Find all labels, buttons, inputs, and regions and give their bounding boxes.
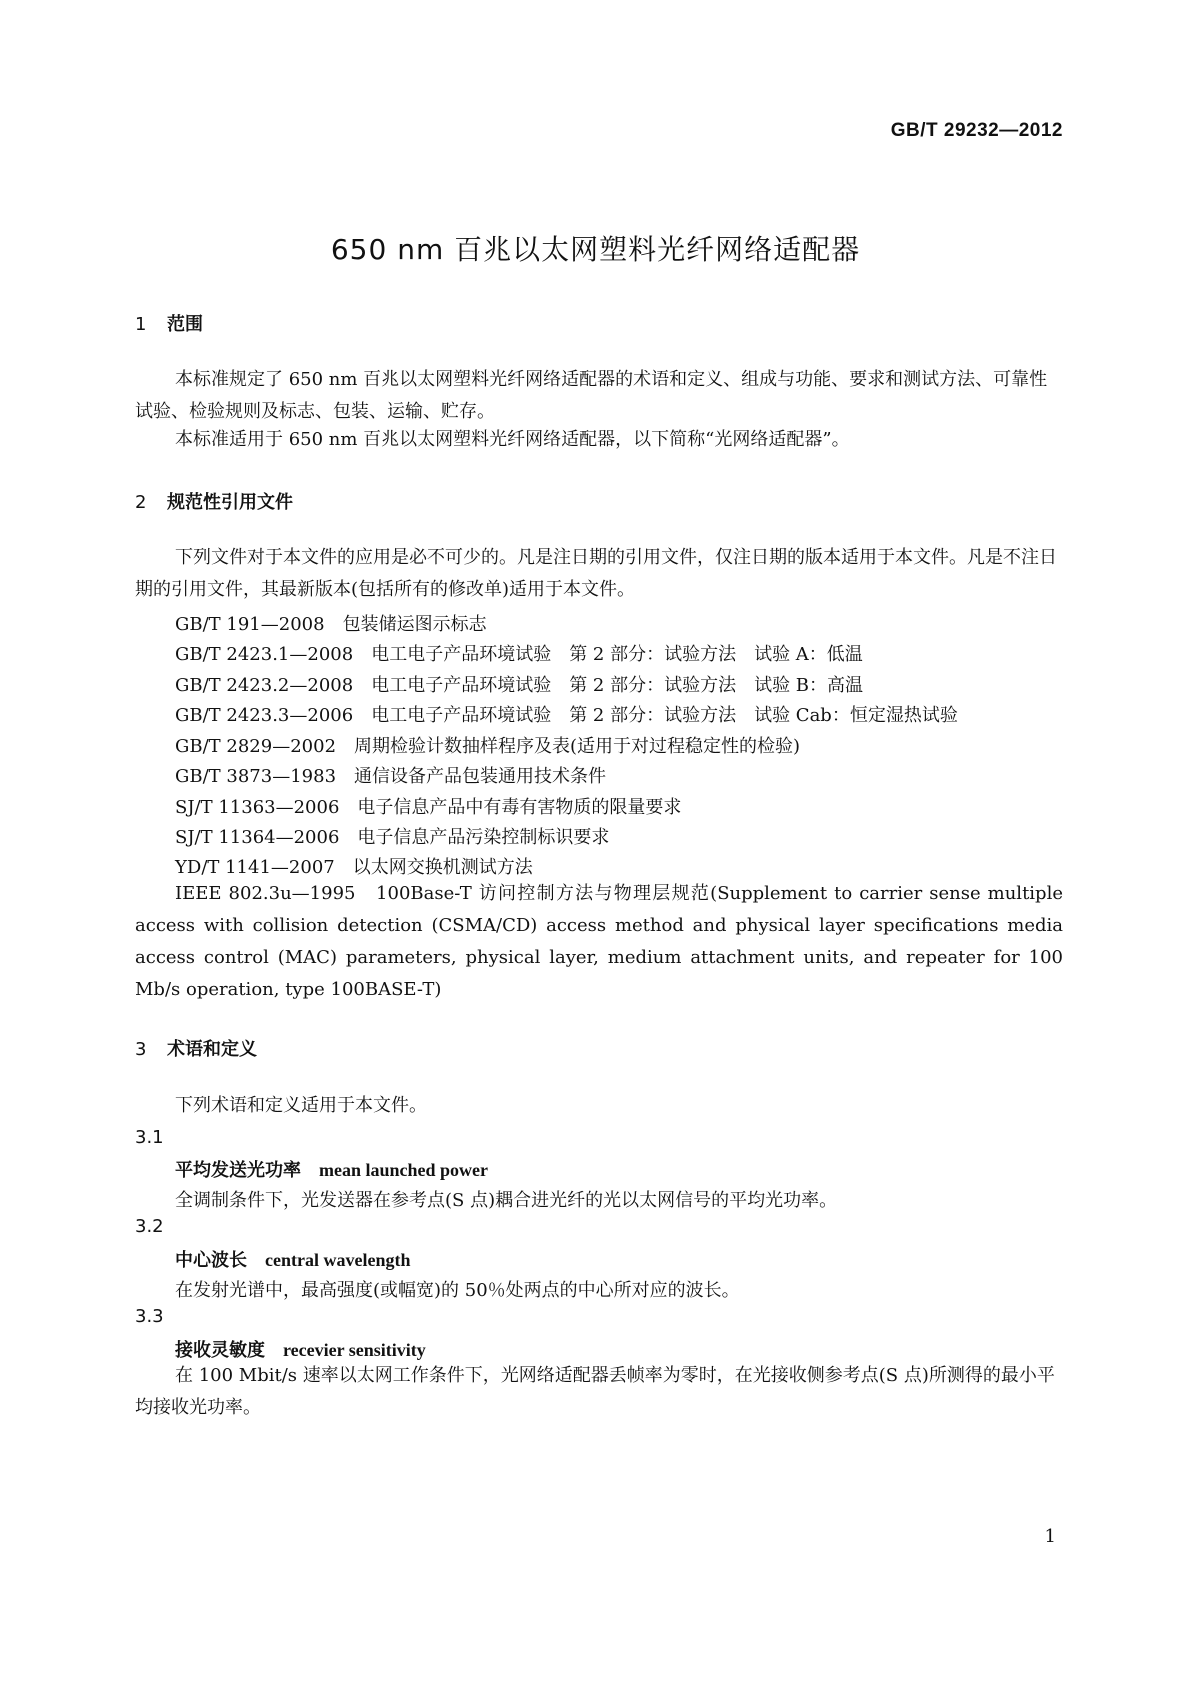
term-number: 3.3 xyxy=(135,1306,164,1327)
term-heading xyxy=(175,1246,410,1272)
term-number: 3.2 xyxy=(135,1216,164,1237)
term-definition: 全调制条件下，光发送器在参考点(S 点)耦合进光纤的光以太网信号的平均光功率。 xyxy=(175,1190,838,1211)
section-number: 3 xyxy=(135,1039,147,1060)
section-number: 1 xyxy=(135,314,147,335)
section-title: 范围 xyxy=(167,314,203,335)
reference-item: GB/T 3873—1983 通信设备产品包装通用技术条件 xyxy=(175,766,607,787)
reference-item: SJ/T 11364—2006 电子信息产品污染控制标识要求 xyxy=(175,827,610,848)
section-1-heading xyxy=(135,310,203,336)
section-3-heading xyxy=(135,1035,257,1061)
reference-ieee: IEEE 802.3u—1995 100Base-T 访问控制方法与物理层规范(Supplement to carrier sense multiple access with collision detection (CSMA/CD) access method and physical layer specifications media access control (MAC) parameters, physical layer, medium attachment units, and repeater for 100 Mb/s operation, type 100BASE-T) xyxy=(135,883,1063,1000)
term-definition: 在 100 Mbit/s 速率以太网工作条件下，光网络适配器丢帧率为零时，在光接收侧参考点(S 点)所测得的最小平均接收光功率。 xyxy=(135,1365,1055,1418)
document-title: 650 nm 百兆以太网塑料光纤网络适配器 xyxy=(330,233,861,266)
reference-item: GB/T 2423.1—2008 电工电子产品环境试验 第 2 部分：试验方法 试验 A：低温 xyxy=(175,644,863,665)
term-en: central wavelength xyxy=(265,1250,411,1270)
term-zh: 平均发送光功率 xyxy=(175,1160,301,1181)
section-3-intro: 下列术语和定义适用于本文件。 xyxy=(175,1095,427,1116)
section-1-paragraph-1: 本标准规定了 650 nm 百兆以太网塑料光纤网络适配器的术语和定义、组成与功能、要求和测试方法、可靠性试验、检验规则及标志、包装、运输、贮存。 xyxy=(135,369,1048,422)
section-title: 规范性引用文件 xyxy=(167,492,293,513)
section-number: 2 xyxy=(135,492,147,513)
term-en: recevier sensitivity xyxy=(283,1340,426,1360)
term-heading xyxy=(175,1336,426,1362)
term-definition: 在发射光谱中，最高强度(或幅宽)的 50％处两点的中心所对应的波长。 xyxy=(175,1280,740,1301)
section-2-intro: 下列文件对于本文件的应用是必不可少的。凡是注日期的引用文件，仅注日期的版本适用于本文件。凡是不注日期的引用文件，其最新版本(包括所有的修改单)适用于本文件。 xyxy=(135,547,1057,600)
section-1-paragraph-2: 本标准适用于 650 nm 百兆以太网塑料光纤网络适配器，以下简称“光网络适配器”。 xyxy=(175,429,850,450)
section-2-heading xyxy=(135,488,293,514)
reference-item: GB/T 191—2008 包装储运图示标志 xyxy=(175,614,487,635)
reference-item: GB/T 2829—2002 周期检验计数抽样程序及表(适用于对过程稳定性的检验) xyxy=(175,736,801,757)
reference-item: YD/T 1141—2007 以太网交换机测试方法 xyxy=(175,857,533,878)
term-number: 3.1 xyxy=(135,1127,164,1148)
reference-item: GB/T 2423.2—2008 电工电子产品环境试验 第 2 部分：试验方法 试验 B：高温 xyxy=(175,675,864,696)
section-title: 术语和定义 xyxy=(167,1039,257,1060)
term-heading xyxy=(175,1156,488,1182)
reference-item: SJ/T 11363—2006 电子信息产品中有毒有害物质的限量要求 xyxy=(175,797,682,818)
standard-number: GB/T 29232—2012 xyxy=(890,120,1063,141)
term-zh: 接收灵敏度 xyxy=(175,1340,265,1361)
term-en: mean launched power xyxy=(319,1160,489,1180)
page-number: 1 xyxy=(1044,1526,1056,1547)
term-zh: 中心波长 xyxy=(175,1250,247,1271)
reference-item: GB/T 2423.3—2006 电工电子产品环境试验 第 2 部分：试验方法 试验 Cab：恒定湿热试验 xyxy=(175,705,958,726)
